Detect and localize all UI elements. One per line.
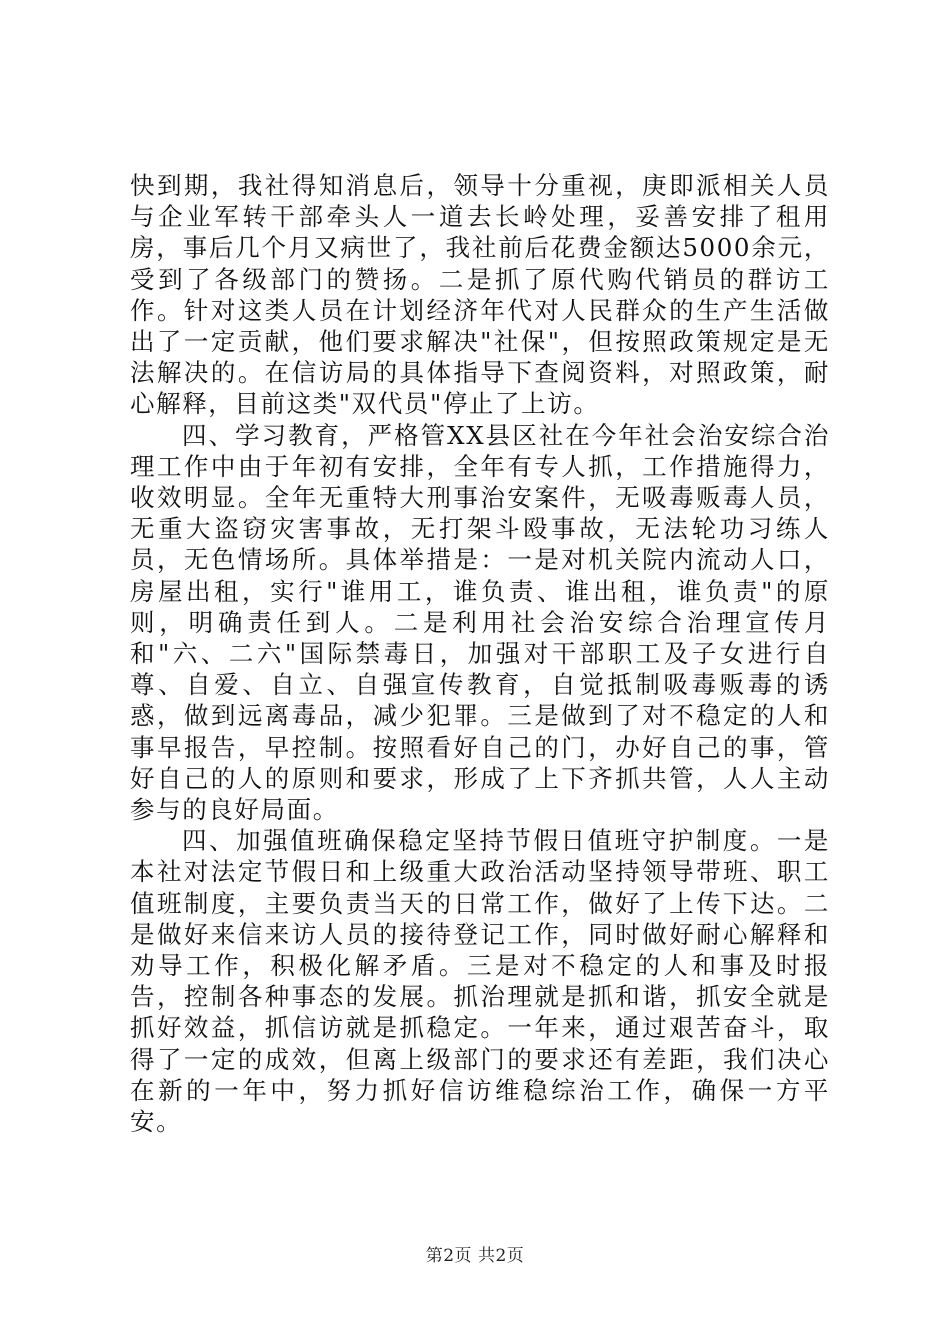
paragraph-study-education: 四、学习教育，严格管XX县区社在今年社会治安综合治理工作中由于年初有安排，全年有专人抓，工作措施得力，收效明显。全年无重特大刑事治安案件，无吸毒贩毒人员，无重大盗窃灾害事故，无打架斗殴事故，无法轮功习练人员，无色情场所。具体举措是：一是对机关院内流动人口，房屋出租，实行"谁用工，谁负责、谁出租，谁负责"的原则，明确责任到人。二是利用社会治安综合治理宣传月和"六、二六"国际禁毒日，加强对干部职工及子女进行自尊、自爱、自立、自强宣传教育，自觉抵制吸毒贩毒的诱惑，做到远离毒品，减少犯罪。三是做到了对不稳定的人和事早报告，早控制。按照看好自己的门，办好自己的事，管好自己的人的原则和要求，形成了上下齐抓共管，人人主动参与的良好局面。 — [130, 420, 830, 825]
document-body — [130, 170, 830, 1137]
paragraph-continuation: 快到期，我社得知消息后，领导十分重视，庚即派相关人员与企业军转干部牵头人一道去长岭处理，妥善安排了租用房，事后几个月又病世了，我社前后花费金额达5000余元，受到了各级部门的赞扬。二是抓了原代购代销员的群访工作。针对这类人员在计划经济年代对人民群众的生产生活做出了一定贡献，他们要求解决"社保"，但按照政策规定是无法解决的。在信访局的具体指导下查阅资料，对照政策，耐心解释，目前这类"双代员"停止了上访。 — [130, 171, 830, 419]
page-footer: 第2页 共2页 — [425, 1246, 525, 1266]
paragraph-duty-stability: 四、加强值班确保稳定坚持节假日值班守护制度。一是本社对法定节假日和上级重大政治活动坚持领导带班、职工值班制度，主要负责当天的日常工作，做好了上传下达。二是做好来信来访人员的接待登记工作，同时做好耐心解释和劝导工作，积极化解矛盾。三是对不稳定的人和事及时报告，控制各种事态的发展。抓治理就是抓和谐，抓安全就是抓好效益，抓信访就是抓稳定。一年来，通过艰苦奋斗，取得了一定的成效，但离上级部门的要求还有差距，我们决心在新的一年中，努力抓好信访维稳综治工作，确保一方平安。 — [130, 826, 830, 1137]
